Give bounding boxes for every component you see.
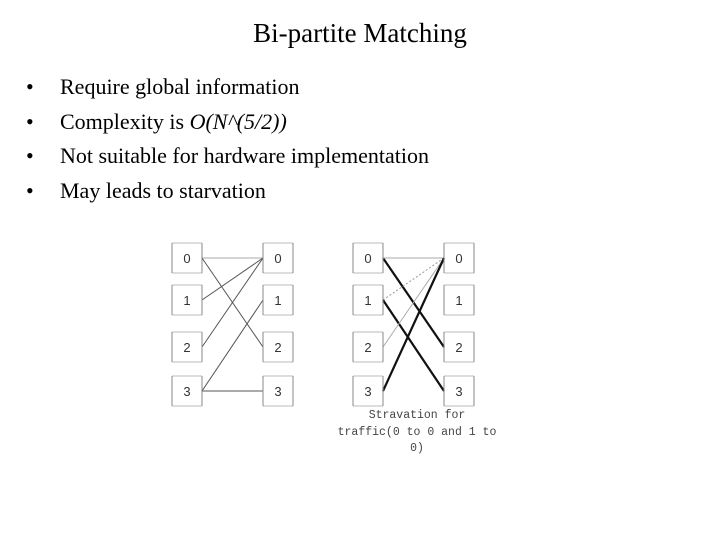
input-node-3 [353,376,383,406]
output-node-1 [444,285,474,315]
bullet-item-4: • May leads to starvation [26,174,429,209]
input-node-label: 3 [183,384,191,399]
input-node-2 [353,332,383,362]
output-node-label: 2 [455,340,463,355]
output-node-2 [263,332,293,362]
input-node-label: 2 [183,340,191,355]
input-node-label: 1 [183,293,191,308]
output-node-label: 2 [274,340,282,355]
edge-1-to-3 [383,300,444,391]
bullet-dot: • [26,108,34,134]
bullet-item-1: • Require global information [26,70,429,105]
starvation-caption [338,409,497,455]
output-node-label: 1 [274,293,282,308]
output-node-label: 1 [455,293,463,308]
bullet-dot: • [26,143,34,168]
output-node-label: 0 [274,251,282,266]
input-node-2 [172,332,202,362]
bullet-item-2: • Complexity is O(N^(5/2)) [26,105,429,140]
bullet-dot: • [26,177,34,203]
input-node-3 [172,376,202,406]
output-node-label: 3 [455,384,463,399]
caption-line-2: traffic(0 to 0 and 1 to [337,426,497,439]
edge-3-to-0 [383,258,444,391]
slide-title: Bi-partite Matching [253,18,467,48]
output-node-1 [263,285,293,315]
input-node-label: 1 [364,293,372,308]
input-node-0 [353,243,383,273]
edge-3-to-1 [202,300,263,391]
input-node-label: 0 [364,251,372,266]
output-node-3 [263,376,293,406]
bullet-dot: • [26,74,34,99]
output-node-label: 0 [455,251,463,266]
bullet-item-3: • Not suitable for hardware implementation [26,139,429,174]
input-node-0 [172,243,202,273]
input-node-1 [353,285,383,315]
input-node-label: 2 [364,340,372,355]
left-bipartite-graph [172,243,293,406]
output-node-2 [444,332,474,362]
input-node-label: 3 [364,384,372,399]
caption-line-3: 0) [410,442,424,455]
caption-line-1: Stravation for [368,409,466,422]
output-node-label: 3 [274,384,282,399]
input-node-1 [172,285,202,315]
output-node-0 [263,243,293,273]
output-node-3 [444,376,474,406]
right-bipartite-graph [353,243,474,406]
complexity-formula: O(N^(5/2)) [189,108,287,134]
edge-1-to-0 [202,258,263,300]
output-node-0 [444,243,474,273]
input-node-label: 0 [183,251,191,266]
